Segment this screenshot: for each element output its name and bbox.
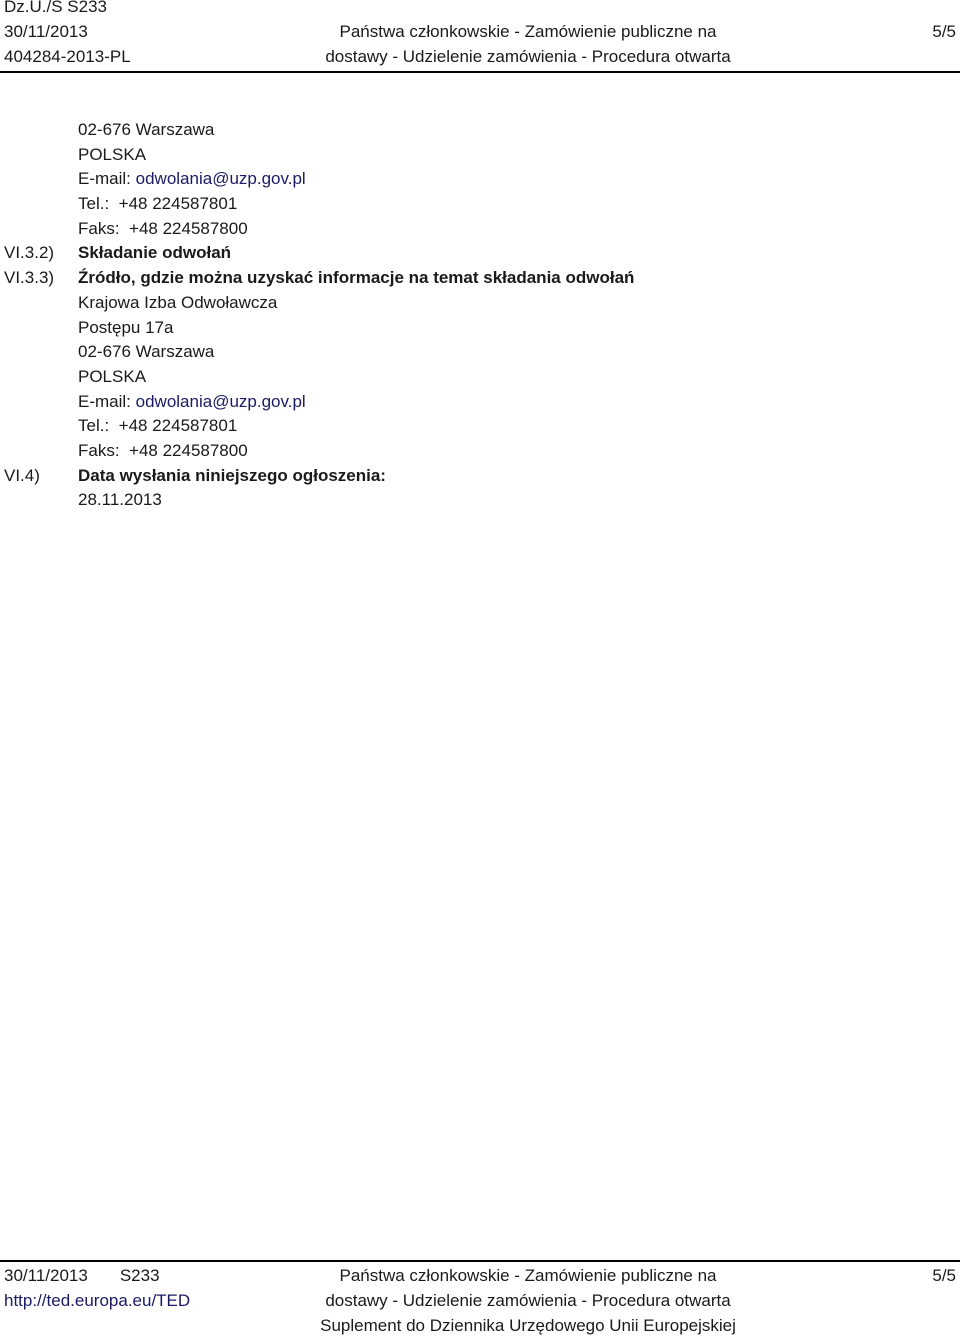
section-number: VI.3.2) [4,243,55,263]
footer-code: S233 [119,1266,160,1285]
prev-email-link[interactable]: odwolania@uzp.gov.pl [135,169,306,189]
vi33-country-row [0,365,960,390]
header-title-line1: Państwa członkowskie - Zamówienie publiczne na [339,22,717,41]
vi33-country: POLSKA [78,366,147,386]
document-body [0,118,960,513]
header-title-line2: dostawy - Udzielenie zamówienia - Procedura otwarta [325,47,731,66]
prev-country: POLSKA [78,144,147,164]
prev-country-row [0,143,960,168]
vi33-city-row [0,340,960,365]
section-vi33 [0,266,960,291]
vi33-email-row [0,390,960,415]
footer-title-line1: Państwa członkowskie - Zamówienie publiczne na [339,1266,717,1285]
page-footer [0,1258,960,1334]
vi4-date-row [0,488,960,513]
header-divider [0,71,960,73]
prev-fax-row [0,217,960,242]
footer-page-number: 5/5 [932,1266,956,1285]
prev-email-row [0,167,960,192]
header-date: 30/11/2013 [4,22,88,41]
footer-left [4,1263,190,1313]
vi33-fax: +48 224587800 [129,440,248,460]
prev-tel: +48 224587801 [118,194,238,214]
footer-date: 30/11/2013 [4,1266,88,1285]
vi33-street-row [0,316,960,341]
header-left [4,0,131,69]
prev-city: 02-676 Warszawa [78,120,215,139]
vi33-fax-row [0,439,960,464]
footer-url-link[interactable]: http://ted.europa.eu/TED [4,1291,191,1310]
section-vi4 [0,464,960,489]
section-number: VI.3.3) [4,268,55,288]
prev-tel-label: Tel.: [78,194,110,214]
footer-title-line3: Suplement do Dziennika Urzędowego Unii Europejskiej [320,1316,736,1335]
footer-title-line2: dostawy - Udzielenie zamówienia - Procedura otwarta [325,1291,731,1310]
vi33-tel-label: Tel.: [78,416,110,436]
vi33-email-link[interactable]: odwolania@uzp.gov.pl [135,391,306,411]
dispatch-date: 28.11.2013 [78,490,162,510]
section-title: Źródło, gdzie można uzyskać informacje na temat składania odwołań [78,268,635,288]
vi33-tel-row [0,414,960,439]
section-title: Składanie odwołań [78,243,232,263]
header-page-number: 5/5 [932,22,956,41]
header-title [250,19,806,69]
vi33-org: Krajowa Izba Odwoławcza [78,292,278,312]
prev-tel-row [0,192,960,217]
journal-ref: Dz.U./S S233 [4,0,107,16]
vi33-city: 02-676 Warszawa [78,342,215,362]
prev-fax: +48 224587800 [129,218,248,238]
vi33-email-label: E-mail: [78,391,131,411]
vi33-fax-label: Faks: [78,440,120,460]
section-title: Data wysłania niniejszego ogłoszenia: [78,465,386,485]
section-number: VI.4) [4,465,40,485]
prev-city-row [0,118,960,143]
prev-email-label: E-mail: [78,169,131,189]
page-header [0,0,960,74]
vi33-org-row [0,291,960,316]
footer-divider [0,1260,960,1262]
section-vi32 [0,241,960,266]
vi33-tel: +48 224587801 [118,416,238,436]
vi33-street: Postępu 17a [78,317,174,337]
prev-fax-label: Faks: [78,218,120,238]
footer-title [250,1263,806,1338]
notice-id: 404284-2013-PL [4,47,131,66]
